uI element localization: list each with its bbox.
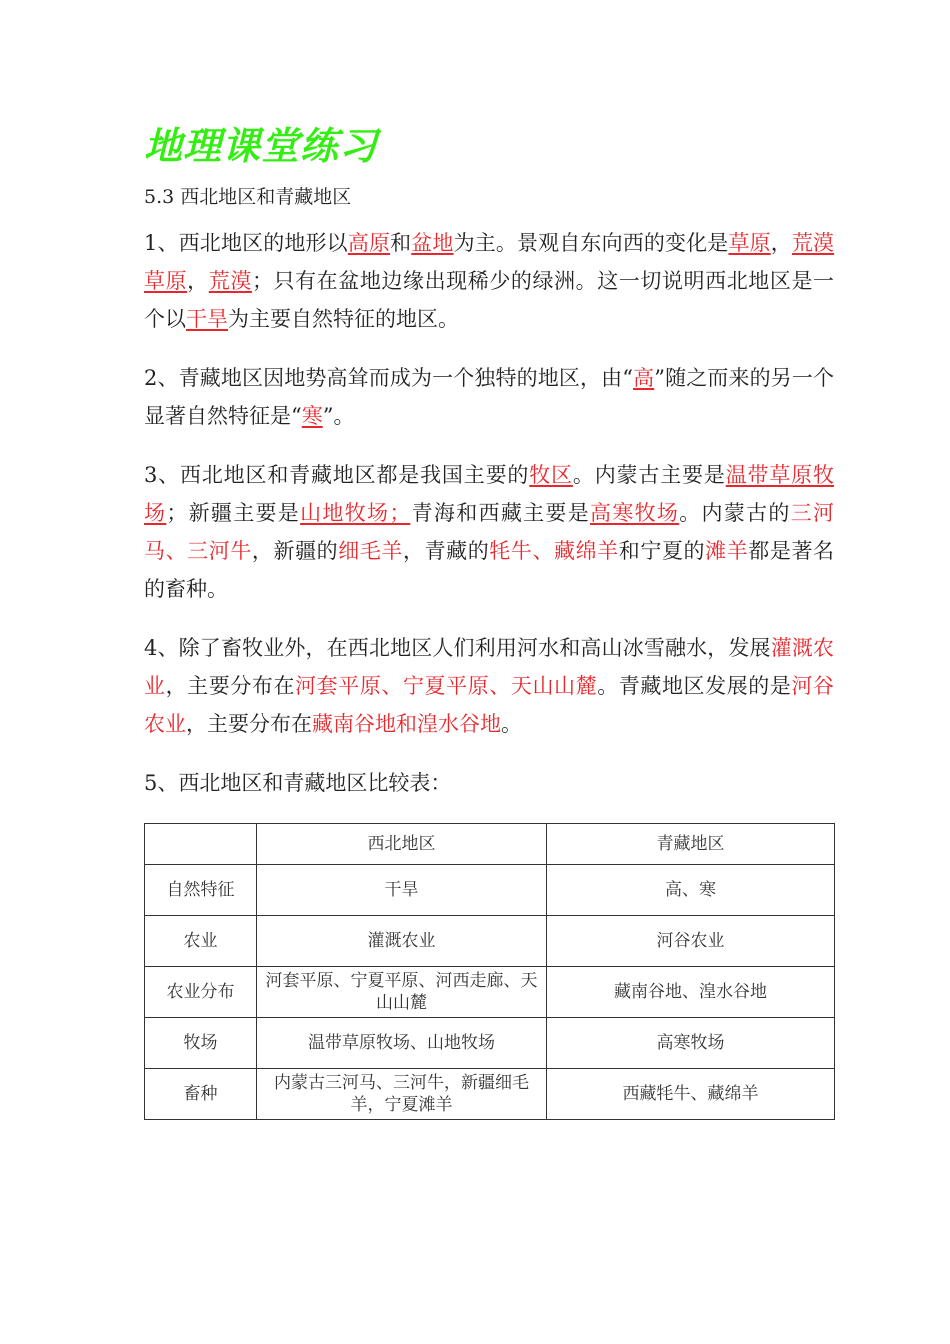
answer: 灌溉农业 (144, 636, 834, 698)
answer: 盆地 (411, 231, 454, 255)
question-text: 。青藏地区发展的是 (597, 674, 792, 698)
answer: 山地牧场； (300, 501, 411, 525)
table-cell: 河谷农业 (547, 916, 835, 967)
answer: 滩羊 (705, 539, 749, 563)
question-number: 5、 (144, 771, 179, 795)
table-cell: 高寒牧场 (547, 1018, 835, 1069)
table-cell: 河套平原、宁夏平原、河西走廊、天山山麓 (257, 967, 547, 1018)
question-text: 为主要自然特征的地区。 (228, 307, 459, 331)
table-header-cell: 青藏地区 (547, 824, 835, 865)
comparison-table (144, 823, 835, 1120)
question-text: ；新疆主要是 (166, 501, 301, 525)
question-text: ；只有在盆地边缘出现稀少的绿洲。这一切说明西北地区是一个以 (144, 269, 835, 331)
question-text: ，主要分布在 (165, 674, 296, 698)
answer: 高 (633, 366, 655, 390)
table-header-cell: 西北地区 (257, 824, 547, 865)
question-text: ， (770, 231, 792, 255)
question-text: ”随之而来的另一个显著自然特征是“ (144, 366, 835, 428)
table-cell: 高、寒 (547, 865, 835, 916)
question-text: ， (187, 269, 209, 293)
worksheet-page (144, 118, 834, 1120)
question-number: 3、 (144, 463, 181, 487)
table-cell: 干旱 (257, 865, 547, 916)
question-text: 。内蒙古的 (679, 501, 791, 525)
table-row-label: 牧场 (145, 1018, 257, 1069)
table-row-label: 自然特征 (145, 865, 257, 916)
question-text: 西北地区和青藏地区比较表： (178, 771, 452, 795)
question-text: 青藏地区因地势高耸而成为一个独特的地区，由“ (178, 366, 633, 390)
question-text: 青海和西藏主要是 (410, 501, 591, 525)
answer: 寒 (301, 404, 323, 428)
question-2 (144, 359, 834, 435)
answer: 高原 (347, 231, 391, 255)
question-number: 1、 (144, 231, 179, 255)
table-header-row (145, 824, 835, 865)
question-number: 2、 (144, 366, 179, 390)
table-row-label: 农业分布 (145, 967, 257, 1018)
question-text: 和 (390, 231, 412, 255)
answer: 牧区 (529, 463, 573, 487)
answer: 河套平原、宁夏平原、天山山麓 (295, 674, 598, 698)
answer: 河谷农业 (144, 674, 835, 736)
table-cell: 西藏牦牛、藏绵羊 (547, 1069, 835, 1120)
answer: 高寒牧场 (590, 501, 680, 525)
answer: 藏南谷地和湟水谷地 (312, 712, 501, 736)
table-header-cell (145, 824, 257, 865)
answer: 干旱 (186, 307, 228, 331)
question-1 (144, 224, 834, 338)
question-text: 。 (501, 712, 522, 736)
question-text: 和宁夏的 (618, 539, 706, 563)
answer: 温带草原牧场 (144, 463, 835, 525)
section-subtitle: 5.3 西北地区和青藏地区 (144, 186, 352, 208)
question-text: 西北地区和青藏地区都是我国主要的 (180, 463, 530, 487)
table-row-label: 农业 (145, 916, 257, 967)
question-text: ，新疆的 (251, 539, 339, 563)
table-row (145, 967, 835, 1018)
question-text: 都是著名的畜种。 (144, 539, 835, 601)
page-title: 地理课堂练习 (144, 124, 379, 168)
table-cell: 灌溉农业 (257, 916, 547, 967)
table-row-label: 畜种 (145, 1069, 257, 1120)
question-text: 为主。景观自东向西的变化是 (453, 231, 729, 255)
question-text: 西北地区的地形以 (178, 231, 348, 255)
table-cell: 内蒙古三河马、三河牛，新疆细毛羊，宁夏滩羊 (257, 1069, 547, 1120)
answer: 草原 (728, 231, 771, 255)
question-4 (144, 629, 834, 743)
question-text: 除了畜牧业外，在西北地区人们利用河水和高山冰雪融水，发展 (178, 636, 771, 660)
answer: 细毛羊 (338, 539, 403, 563)
table-row (145, 1018, 835, 1069)
question-5 (144, 764, 834, 802)
answer: 荒漠 (208, 269, 252, 293)
table-row (145, 1069, 835, 1120)
table-cell: 温带草原牧场、山地牧场 (257, 1018, 547, 1069)
question-text: ”。 (322, 404, 355, 428)
question-3 (144, 456, 834, 608)
answer: 牦牛、藏绵羊 (489, 539, 619, 563)
table-row (145, 916, 835, 967)
answer: 荒漠草原 (144, 231, 835, 293)
question-number: 4、 (144, 636, 179, 660)
answer: 三河马、三河牛 (144, 501, 835, 563)
question-text: ，青藏的 (402, 539, 490, 563)
question-text: 。内蒙古主要是 (572, 463, 726, 487)
question-text: ，主要分布在 (186, 712, 312, 736)
table-cell: 藏南谷地、湟水谷地 (547, 967, 835, 1018)
table-row (145, 865, 835, 916)
